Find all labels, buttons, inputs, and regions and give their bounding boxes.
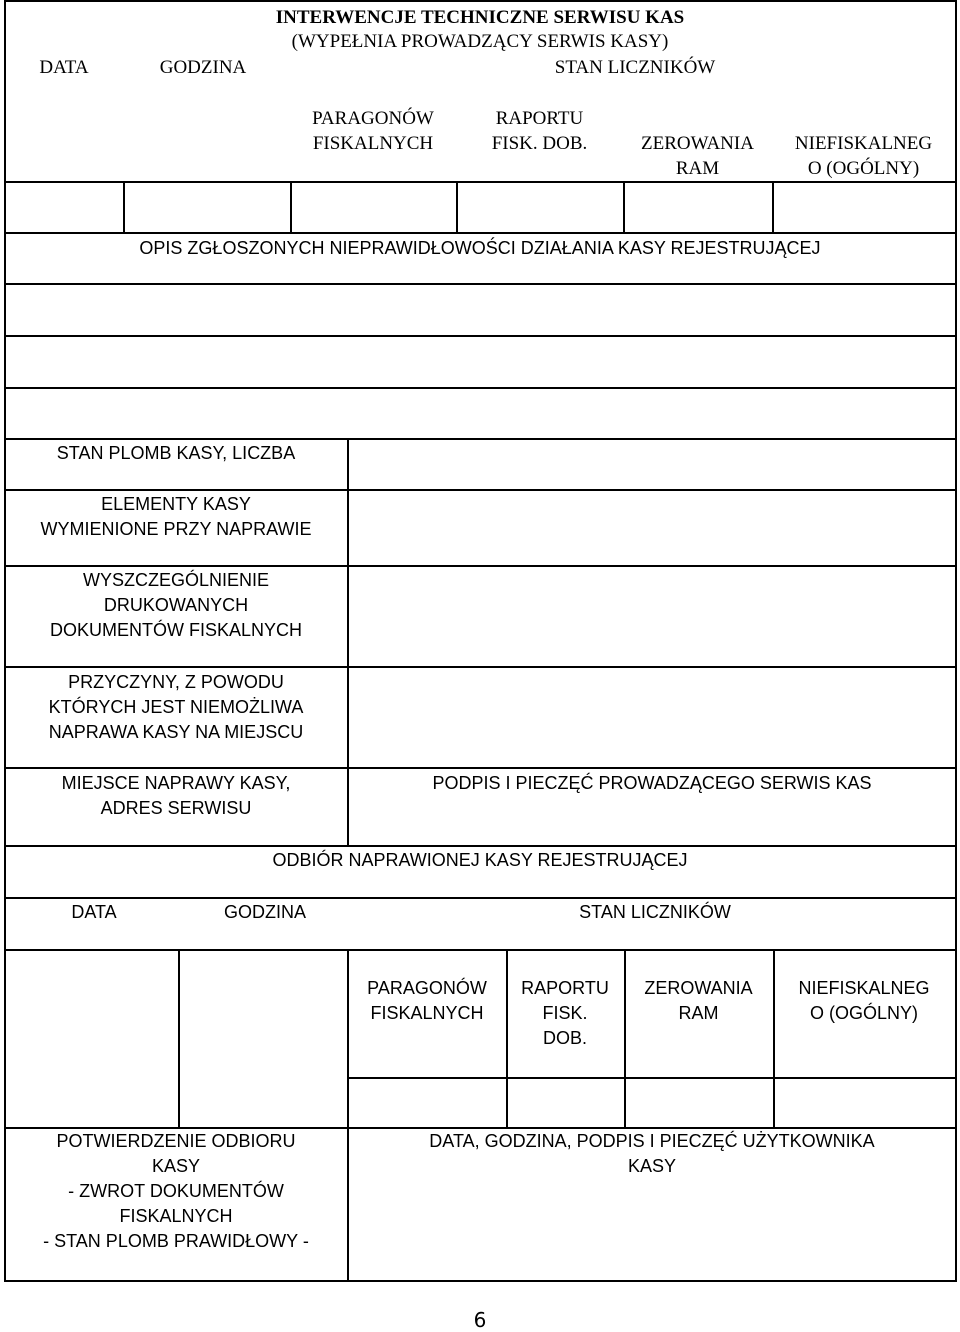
rule	[772, 181, 774, 233]
counter-zerowania-label: ZEROWANIA RAM	[644, 978, 753, 1023]
miejsce-naprawy-label: MIEJSCE NAPRAWY KASY, ADRES SERWISU	[61, 773, 291, 818]
counter-niefiskalnego-label: NIEFISKALNEG O (OGÓLNY)	[794, 133, 933, 179]
section-subtitle: (WYPEŁNIA PROWADZĄCY SERWIS KASY)	[291, 31, 669, 52]
rule	[178, 949, 180, 1129]
elementy-label: ELEMENTY KASY WYMIENIONE PRZY NAPRAWIE	[40, 494, 312, 539]
rule	[348, 1077, 955, 1079]
rule	[5, 767, 955, 769]
rule	[5, 335, 955, 337]
counter-raportu-label: RAPORTU FISK. DOB.	[491, 108, 588, 154]
counter-niefiskalnego-label: NIEFISKALNEG O (OGÓLNY)	[798, 978, 930, 1023]
col-stan-licznikow-label: STAN LICZNIKÓW	[554, 57, 716, 78]
rule	[5, 845, 955, 847]
page-number: 6	[473, 1308, 487, 1332]
rule	[5, 897, 955, 899]
rule	[5, 1280, 955, 1282]
counter-raportu-label: RAPORTU FISK. DOB.	[521, 978, 609, 1048]
potwierdzenie-label: POTWIERDZENIE ODBIORU KASY - ZWROT DOKUMENTÓW FISKALNYCH - STAN PLOMB PRAWIDŁOWY -	[43, 1131, 309, 1251]
rule	[123, 181, 125, 233]
rule	[5, 666, 955, 668]
opis-label: OPIS ZGŁOSZONYCH NIEPRAWIDŁOWOŚCI DZIAŁANIA KASY REJESTRUJĄCEJ	[139, 238, 821, 258]
section-title: INTERWENCJE TECHNICZNE SERWISU KAS	[275, 7, 685, 28]
rule	[5, 0, 955, 2]
col-stan-licznikow-label: STAN LICZNIKÓW	[579, 902, 731, 922]
rule	[5, 438, 955, 440]
rule	[955, 0, 957, 1282]
odbior-title: ODBIÓR NAPRAWIONEJ KASY REJESTRUJĄCEJ	[272, 850, 688, 870]
counter-paragonow-label: PARAGONÓW FISKALNYCH	[367, 978, 487, 1023]
rule	[5, 181, 955, 183]
rule	[290, 181, 292, 233]
counter-paragonow-label: PARAGONÓW FISKALNYCH	[312, 108, 434, 154]
przyczyny-label: PRZYCZYNY, Z POWODU KTÓRYCH JEST NIEMOŻLIWA NAPRAWA KASY NA MIEJSCU	[48, 672, 304, 742]
col-godzina-label: GODZINA	[223, 902, 306, 922]
col-godzina-label: GODZINA	[159, 57, 247, 78]
rule	[5, 489, 955, 491]
rule	[5, 949, 955, 951]
stan-plomb-label: STAN PLOMB KASY, LICZBA	[56, 443, 296, 463]
rule	[5, 283, 955, 285]
rule	[5, 232, 955, 234]
rule	[5, 565, 955, 567]
rule	[623, 181, 625, 233]
uzytkownik-podpis-label: DATA, GODZINA, PODPIS I PIECZĘĆ UŻYTKOWNIKA KASY	[429, 1131, 875, 1176]
rule	[456, 181, 458, 233]
col-data-label: DATA	[39, 57, 89, 78]
wyszczegolnienie-label: WYSZCZEGÓLNIENIE DRUKOWANYCH DOKUMENTÓW FISKALNYCH	[49, 570, 303, 640]
counter-zerowania-label: ZEROWANIA RAM	[641, 133, 754, 179]
col-data-label: DATA	[71, 902, 117, 922]
rule	[5, 387, 955, 389]
podpis-label: PODPIS I PIECZĘĆ PROWADZĄCEGO SERWIS KAS	[432, 773, 872, 793]
